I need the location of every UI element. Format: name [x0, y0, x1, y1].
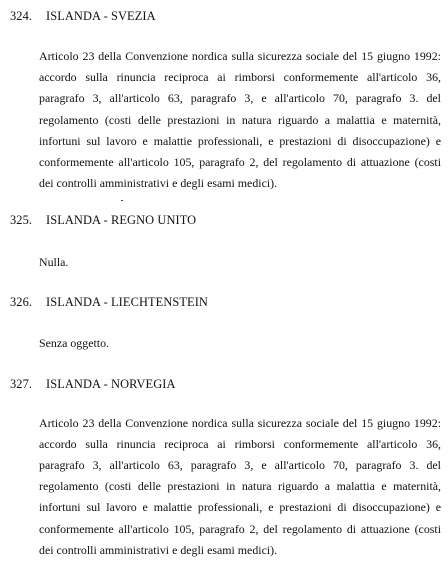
section-title: ISLANDA - REGNO UNITO — [46, 213, 197, 227]
section-number: 326. — [10, 295, 33, 309]
paragraph-line: accordo sulla rinuncia reciproca ai rimborsi conformemente all'articolo 36, — [39, 70, 441, 84]
paragraph-line: paragrafo 3, all'articolo 63, paragrafo 3, e all'articolo 70, paragrafo 3. del — [39, 91, 441, 105]
paragraph-line: conformemente all'articolo 105, paragrafo 2, del regolamento di attuazione (costi — [39, 155, 441, 169]
paragraph-line: infortuni sul lavoro e malattie professionali, e prestazioni di disoccupazione) e — [39, 500, 441, 514]
paragraph-line: regolamento (costi delle prestazioni in natura riguardo a malattia e maternità, — [39, 113, 441, 127]
paragraph-line: regolamento (costi delle prestazioni in natura riguardo a malattia e maternità, — [39, 479, 441, 493]
section-heading — [10, 213, 196, 228]
paragraph-line: Senza oggetto. — [39, 336, 110, 350]
section-heading — [10, 9, 156, 24]
paragraph-line: Articolo 23 della Convenzione nordica sulla sicurezza sociale del 15 giugno 1992: — [39, 49, 441, 63]
paragraph-line: dei controlli amministrativi e degli esami medici). — [39, 543, 278, 557]
paragraph-line: conformemente all'articolo 105, paragrafo 2, del regolamento di attuazione (costi — [39, 522, 441, 536]
section-number: 325. — [10, 213, 33, 227]
section-heading — [10, 377, 176, 392]
section-title: ISLANDA - SVEZIA — [46, 9, 156, 23]
paragraph-line: Nulla. — [39, 255, 69, 269]
paragraph-line: paragrafo 3, all'articolo 63, paragrafo 3, e all'articolo 70, paragrafo 3. del — [39, 458, 441, 472]
section-heading — [10, 295, 208, 310]
paragraph-line: infortuni sul lavoro e malattie professionali, e prestazioni di disoccupazione) e — [39, 134, 441, 148]
paragraph-line: accordo sulla rinuncia reciproca ai rimborsi conformemente all'articolo 36, — [39, 437, 441, 451]
paragraph-line: Articolo 23 della Convenzione nordica sulla sicurezza sociale del 15 giugno 1992: — [39, 416, 441, 430]
section-title: ISLANDA - LIECHTENSTEIN — [46, 295, 208, 309]
scan-speck — [121, 200, 123, 201]
section-number: 324. — [10, 9, 33, 23]
section-number: 327. — [10, 377, 33, 391]
section-title: ISLANDA - NORVEGIA — [46, 377, 176, 391]
paragraph-line: dei controlli amministrativi e degli esami medici). — [39, 176, 278, 190]
